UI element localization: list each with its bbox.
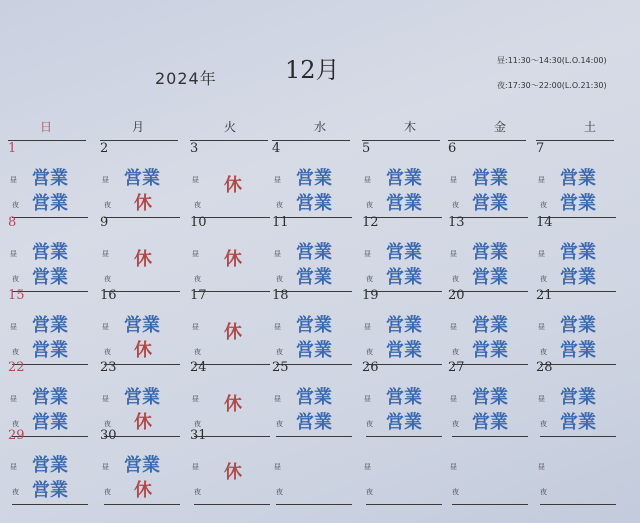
lunch-status: 営業 [472, 315, 508, 336]
dinner-label: 夜 [366, 420, 373, 428]
day-number: 27 [448, 360, 465, 375]
lunch-label: 昼 [364, 463, 371, 471]
weekday-header: 月 [131, 120, 144, 134]
dinner-status: 営業 [296, 267, 332, 288]
dinner-status: 営業 [296, 412, 332, 433]
lunch-label: 昼 [450, 395, 457, 403]
closed-all-day: 休 [224, 175, 242, 196]
lunch-status: 営業 [32, 455, 68, 476]
dinner-label: 夜 [276, 420, 283, 428]
dinner-status: 営業 [32, 480, 68, 501]
day-number: 20 [448, 288, 465, 303]
dinner-status: 営業 [32, 267, 68, 288]
closed-all-day: 休 [134, 249, 152, 270]
day-number: 2 [100, 141, 109, 156]
lunch-label: 昼 [102, 250, 109, 258]
dinner-status: 営業 [560, 267, 596, 288]
dinner-label: 夜 [194, 348, 201, 356]
lunch-label: 昼 [364, 176, 371, 184]
lunch-label: 昼 [10, 463, 17, 471]
lunch-status: 営業 [124, 168, 160, 189]
day-number: 28 [536, 360, 553, 375]
dinner-label: 夜 [452, 348, 459, 356]
lunch-label: 昼 [450, 323, 457, 331]
weekday-header: 水 [313, 120, 326, 134]
lunch-label: 昼 [274, 250, 281, 258]
day-number: 14 [536, 215, 553, 230]
lunch-label: 昼 [274, 463, 281, 471]
dinner-status: 営業 [472, 412, 508, 433]
lunch-label: 昼 [538, 176, 545, 184]
dinner-status: 営業 [560, 193, 596, 214]
cell-rule [104, 217, 180, 218]
cell-rule [452, 436, 528, 437]
lunch-label: 昼 [10, 323, 17, 331]
header-rule [272, 140, 350, 141]
header-rule [190, 140, 268, 141]
cell-rule [540, 436, 616, 437]
dinner-label: 夜 [276, 275, 283, 283]
dinner-status: 営業 [386, 340, 422, 361]
lunch-status: 営業 [386, 387, 422, 408]
dinner-status: 営業 [296, 193, 332, 214]
dinner-label: 夜 [104, 348, 111, 356]
lunch-label: 昼 [10, 250, 17, 258]
day-number: 7 [536, 141, 545, 156]
weekday-header: 木 [403, 120, 416, 134]
cell-rule [452, 504, 528, 505]
lunch-status: 営業 [472, 387, 508, 408]
weekday-header: 金 [493, 120, 506, 134]
lunch-label: 昼 [192, 176, 199, 184]
dinner-hours: 夜:17:30～22:00(L.O.21:30) [497, 81, 607, 90]
day-number: 10 [190, 215, 207, 230]
lunch-label: 昼 [364, 250, 371, 258]
lunch-status: 営業 [296, 242, 332, 263]
lunch-status: 営業 [32, 315, 68, 336]
lunch-label: 昼 [538, 250, 545, 258]
dinner-status: 営業 [386, 412, 422, 433]
lunch-status: 営業 [32, 242, 68, 263]
day-number: 5 [362, 141, 371, 156]
lunch-status: 営業 [386, 168, 422, 189]
dinner-label: 夜 [194, 275, 201, 283]
dinner-status: 休 [134, 340, 152, 361]
day-number: 8 [8, 215, 17, 230]
lunch-status: 営業 [296, 168, 332, 189]
dinner-label: 夜 [194, 201, 201, 209]
dinner-label: 夜 [12, 201, 19, 209]
lunch-label: 昼 [102, 395, 109, 403]
closed-all-day: 休 [224, 322, 242, 343]
lunch-label: 昼 [102, 176, 109, 184]
dinner-status: 営業 [296, 340, 332, 361]
day-number: 18 [272, 288, 289, 303]
dinner-label: 夜 [194, 420, 201, 428]
cell-rule [540, 504, 616, 505]
day-number: 12 [362, 215, 379, 230]
lunch-status: 営業 [560, 168, 596, 189]
dinner-status: 営業 [472, 267, 508, 288]
day-number: 22 [8, 360, 25, 375]
dinner-label: 夜 [452, 201, 459, 209]
dinner-status: 営業 [472, 340, 508, 361]
dinner-label: 夜 [540, 488, 547, 496]
cell-rule [194, 504, 270, 505]
lunch-status: 営業 [560, 242, 596, 263]
header-rule [362, 140, 440, 141]
day-number: 4 [272, 141, 281, 156]
cell-rule [104, 504, 180, 505]
closed-all-day: 休 [224, 249, 242, 270]
dinner-label: 夜 [452, 275, 459, 283]
lunch-label: 昼 [274, 176, 281, 184]
lunch-label: 昼 [274, 395, 281, 403]
dinner-label: 夜 [104, 488, 111, 496]
dinner-label: 夜 [194, 488, 201, 496]
day-number: 1 [8, 141, 17, 156]
day-number: 13 [448, 215, 465, 230]
lunch-label: 昼 [450, 463, 457, 471]
lunch-label: 昼 [364, 323, 371, 331]
day-number: 3 [190, 141, 199, 156]
day-number: 11 [272, 215, 289, 230]
dinner-status: 休 [134, 193, 152, 214]
lunch-status: 営業 [124, 455, 160, 476]
dinner-label: 夜 [104, 420, 111, 428]
lunch-label: 昼 [10, 395, 17, 403]
dinner-label: 夜 [540, 201, 547, 209]
dinner-label: 夜 [366, 348, 373, 356]
dinner-status: 休 [134, 412, 152, 433]
dinner-label: 夜 [540, 348, 547, 356]
weekday-header: 土 [583, 120, 596, 134]
weekday-header: 日 [39, 120, 52, 134]
lunch-label: 昼 [538, 395, 545, 403]
dinner-label: 夜 [12, 275, 19, 283]
lunch-label: 昼 [538, 323, 545, 331]
lunch-status: 営業 [124, 387, 160, 408]
lunch-label: 昼 [364, 395, 371, 403]
day-number: 16 [100, 288, 117, 303]
dinner-label: 夜 [276, 201, 283, 209]
calendar-year: 2024年 [155, 69, 217, 88]
lunch-label: 昼 [192, 395, 199, 403]
cell-rule [276, 504, 352, 505]
lunch-status: 営業 [472, 168, 508, 189]
day-number: 23 [100, 360, 117, 375]
calendar-month: 12月 [285, 56, 340, 84]
dinner-status: 営業 [560, 340, 596, 361]
lunch-status: 営業 [32, 168, 68, 189]
cell-rule [366, 504, 442, 505]
lunch-hours: 昼:11:30～14:30(L.O.14:00) [497, 56, 607, 65]
header-rule [448, 140, 526, 141]
lunch-status: 営業 [386, 242, 422, 263]
dinner-label: 夜 [12, 420, 19, 428]
dinner-label: 夜 [276, 488, 283, 496]
day-number: 26 [362, 360, 379, 375]
dinner-label: 夜 [366, 275, 373, 283]
closed-all-day: 休 [224, 462, 242, 483]
day-number: 29 [8, 428, 25, 443]
dinner-label: 夜 [366, 488, 373, 496]
lunch-status: 営業 [560, 387, 596, 408]
day-number: 30 [100, 428, 117, 443]
dinner-status: 営業 [32, 340, 68, 361]
weekday-header: 火 [223, 120, 236, 134]
dinner-status: 営業 [32, 412, 68, 433]
dinner-label: 夜 [452, 488, 459, 496]
day-number: 19 [362, 288, 379, 303]
lunch-status: 営業 [296, 315, 332, 336]
cell-rule [12, 217, 88, 218]
dinner-status: 営業 [32, 193, 68, 214]
header-rule [8, 140, 86, 141]
lunch-status: 営業 [472, 242, 508, 263]
closed-all-day: 休 [224, 394, 242, 415]
lunch-status: 営業 [124, 315, 160, 336]
dinner-status: 営業 [386, 193, 422, 214]
day-number: 31 [190, 428, 207, 443]
dinner-label: 夜 [12, 488, 19, 496]
day-number: 25 [272, 360, 289, 375]
cell-rule [366, 436, 442, 437]
lunch-label: 昼 [538, 463, 545, 471]
cell-rule [12, 504, 88, 505]
dinner-label: 夜 [104, 275, 111, 283]
lunch-label: 昼 [192, 323, 199, 331]
day-number: 9 [100, 215, 109, 230]
day-number: 17 [190, 288, 207, 303]
day-number: 6 [448, 141, 457, 156]
lunch-label: 昼 [192, 463, 199, 471]
dinner-label: 夜 [452, 420, 459, 428]
day-number: 21 [536, 288, 553, 303]
lunch-label: 昼 [102, 463, 109, 471]
dinner-status: 休 [134, 480, 152, 501]
dinner-label: 夜 [540, 420, 547, 428]
dinner-status: 営業 [386, 267, 422, 288]
lunch-label: 昼 [192, 250, 199, 258]
dinner-label: 夜 [276, 348, 283, 356]
lunch-status: 営業 [386, 315, 422, 336]
lunch-label: 昼 [450, 176, 457, 184]
dinner-label: 夜 [12, 348, 19, 356]
dinner-status: 営業 [472, 193, 508, 214]
lunch-status: 営業 [560, 315, 596, 336]
lunch-label: 昼 [274, 323, 281, 331]
lunch-label: 昼 [450, 250, 457, 258]
lunch-status: 営業 [296, 387, 332, 408]
day-number: 24 [190, 360, 207, 375]
dinner-status: 営業 [560, 412, 596, 433]
cell-rule [276, 436, 352, 437]
dinner-label: 夜 [104, 201, 111, 209]
lunch-label: 昼 [102, 323, 109, 331]
dinner-label: 夜 [540, 275, 547, 283]
header-rule [536, 140, 614, 141]
lunch-status: 営業 [32, 387, 68, 408]
lunch-label: 昼 [10, 176, 17, 184]
header-rule [100, 140, 178, 141]
dinner-label: 夜 [366, 201, 373, 209]
day-number: 15 [8, 288, 25, 303]
